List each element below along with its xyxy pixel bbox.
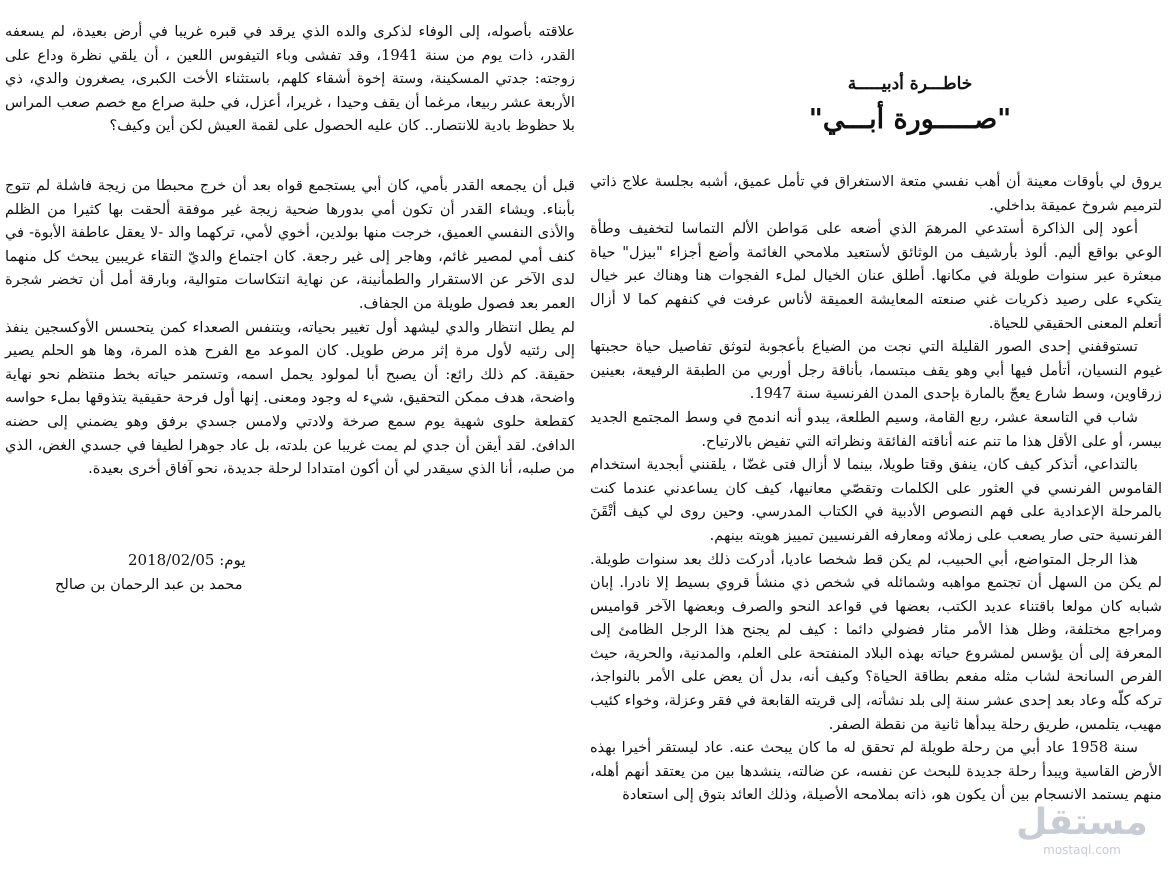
watermark-url: mostaql.com (1043, 843, 1121, 857)
left-paragraph-3: لم يطل انتظار والدي ليشهد أول تغيير بحياته، ويتنفس الصعداء كمن يتحسس الأوكسجين ينفذ إلى رئتيه لأول مرة إثر مرض طويل. كان الموعد مع الفرح هذه المرة، وها هو الحلم يصير حقيقة. كم ذلك رائع: أن يصبح أبا لمولود يحمل اسمه، وتستمر حياته بخط منتظم نحو نهاية واضحة، هدف ممكن التحقيق، شيء له وجود ومعنى. إنها أول فرحة حقيقية يتذوقها بملء حواسه كقطعة حلوى شهية يوم سمع صرخة ولادتي ولامس جسدي برفق وهو يضمني إلى حضنه الدافئ. لقد أيقن أن جدي لم يمت غريبا عن بلدته، بل عاد جوهرا لطيفا في جسدي الغض، الذي من صلبه، أنا الذي سيقدر لي أن أكون امتدادا لرحلة جديدة، نحو آفاق أخرى بعيدة. (5, 318, 575, 478)
right-paragraph-1: يروق لي بأوقات معينة أن أهب نفسي متعة الاستغراق في تأمل عميق، أشبه بجلسة علاج ذاتي لترميم شروخ عميقة بداخلي. (590, 173, 1162, 214)
mostaql-watermark (1012, 803, 1152, 857)
article-kind: خاطـــرة أدبيـــــة (847, 74, 973, 94)
date-value: 2018/02/05 (128, 551, 215, 569)
date-label: يوم: (219, 551, 246, 569)
right-paragraph-2: أعود إلى الذاكرة أستدعي المرهمَ الذي أضعه على مَواطن الألم التماسا لتخفيف وطأة الوعي بواقع أليم. ألوذ بأرشيف من الوثائق لأستعيد ملامحي الغائمة وأضع أجزاء "بيزل" حياة مبعثرة عبر سنوات طويلة في مكانها. أطلق عنان الخيال لملء الفجوات هنا وهناك عبر خيال يتكيء على رصيد ذكريات غني صنعته المعايشة العميقة لأناس عرفت في كنفهم كما لا أزال أتعلم المعنى الحقيقي للحياة. (590, 220, 1162, 332)
right-column (590, 170, 1162, 807)
signature-author: محمد بن عبد الرحمان بن صالح (55, 576, 243, 593)
left-paragraph-1: علاقته بأصوله، إلى الوفاء لذكرى والده الذي يرقد في قبره غريبا في أرض بعيدة، لم يسعفه القدر، ذات يوم من سنة 1941، وقد تفشى وباء التيفوس اللعين ، أن يلقي نظرة وداع على زوجته: جدتي المسكينة، وستة إخوة أشقاء كلهم، باستثناء الأخت الكبرى، يصغرون والدي، ذي الأربعة عشر ربيعا، مرغما أن يقف وحيدا ، غريرا، أعزل، في حلبة صراع مع خصم صعب المراس بلا حظوظ بادية للانتصار.. كان عليه الحصول على لقمة العيش لكن أين وكيف؟ (5, 23, 576, 135)
right-paragraph-3: تستوقفني إحدى الصور القليلة التي نجت من الضياع بأعجوبة لتوثق تفاصيل حياة حجبتها غيوم النسيان، أتأمل فيها أبي وهو يقف مبتسما، بأناقة رجل أوربي من الطبقة الرفيعة، بعينين زرقاوين، وسط شارع يعجّ بالمارة بإحدى المدن الفرنسية سنة 1947. (590, 338, 1162, 403)
right-paragraph-6: هذا الرجل المتواضع، أبي الحبيب، لم يكن قط شخصا عاديا، أدركت ذلك بعد سنوات طويلة. لم يكن من السهل أن تجتمع مواهبه وشمائله في شخص ذي منشأ قروي بسيط إلا نادرا. إبان شبابه كان مولعا باقتناء عديد الكتب، بعضها في قواعد النحو والصرف وبعضها الآخر قواميس ومراجع مختلفة، وظل هذا الأمر مثار فضولي دائما : كيف لم يجنح هذا الرجل الظامئ إلى المعرفة إلى أن يؤسس لمشروع حياته بهذه البلاد المنفتحة على العلم، والمدنية، والحرية، حيث الفرص السانحة لشاب مثله مفعم بطاقة الحياة؟ وكيف أنه، بدل أن يعض على الأمر بالنواجذ، تركه كلّه وعاد بعد إحدى عشر سنة إلى بلد نشأته، إلى قريته القابعة في فقر وعزلة، وخواء كئيب مهيب، يتلمس، طريق رحلة يبدأها ثانية من نقطة الصفر. (590, 550, 1162, 733)
article-title: "صـــــورة أبـــي" (808, 104, 1012, 135)
left-paragraph-2: قبل أن يجمعه القدر بأمي، كان أبي يستجمع قواه بعد أن خرج محبطا من زيجة فاشلة لم تتوج بأبناء. ويشاء القدر أن تكون أمي بدورها ضحية زيجة غير موفقة ألحقت بها كثيرا من الظلم والأذى النفسي العميق، خرجت منها بولدين، أخوي لأمي، تركهما والد -لا يعقل عاطفة الأبوة- في كنف أمي لمصير غائم، وهاجر إلى غير رجعة. كان اجتماع والديّ التقاء غريبين يبحث كل منهما لدى الآخر عن الاستقرار والطمأنينة، عن نهاية انتكاسات متوالية، وبارقة أمل أن تخضر شجرة العمر بعد فصول طويلة من الجفاف. (5, 176, 575, 312)
right-paragraph-7: سنة 1958 عاد أبي من رحلة طويلة لم تحقق له ما كان يبحث عنه. عاد ليستقر أخيرا بهذه الأرض القاسية ويبدأ رحلة جديدة للبحث عن نفسه، عن ضالته، ينشدها بين من يعتقد أنهم أهله، منهم يستمد الانسجام بين أن يكون هو، ذاته بملامحه الأصيلة، وذلك العائد بتوق إلى استعادة (590, 739, 1162, 804)
watermark-word: مستقل (1016, 802, 1148, 843)
right-paragraph-4: شاب في التاسعة عشر، ربع القامة، وسيم الطلعة، يبدو أنه اندمج في وسط المجتمع الجديد بيسر، أو على الأقل هذا ما تنم عنه أناقته الفائقة ونظراته التي تفيض بالارتياح. (590, 408, 1162, 450)
left-column (5, 20, 575, 481)
right-paragraph-5: بالتداعي، أتذكر كيف كان، ينفق وقتا طويلا، بينما لا أزال فتى غضّا ، يلقنني أبجدية استخدام القاموس الفرنسي في العثور على الكلمات وتقصّي معانيها، كيف كان يساعدني عندما كنت بالمرحلة الإعدادية على فهم النصوص الأدبية في الكتاب المدرسي. وحين روى لي كيف أتْقَنَ الفرنسية حتى صار يصعب على زملائه ومعارفه الفرنسيين تمييز هويته بينهم. (590, 456, 1162, 544)
signature-date (128, 551, 246, 569)
